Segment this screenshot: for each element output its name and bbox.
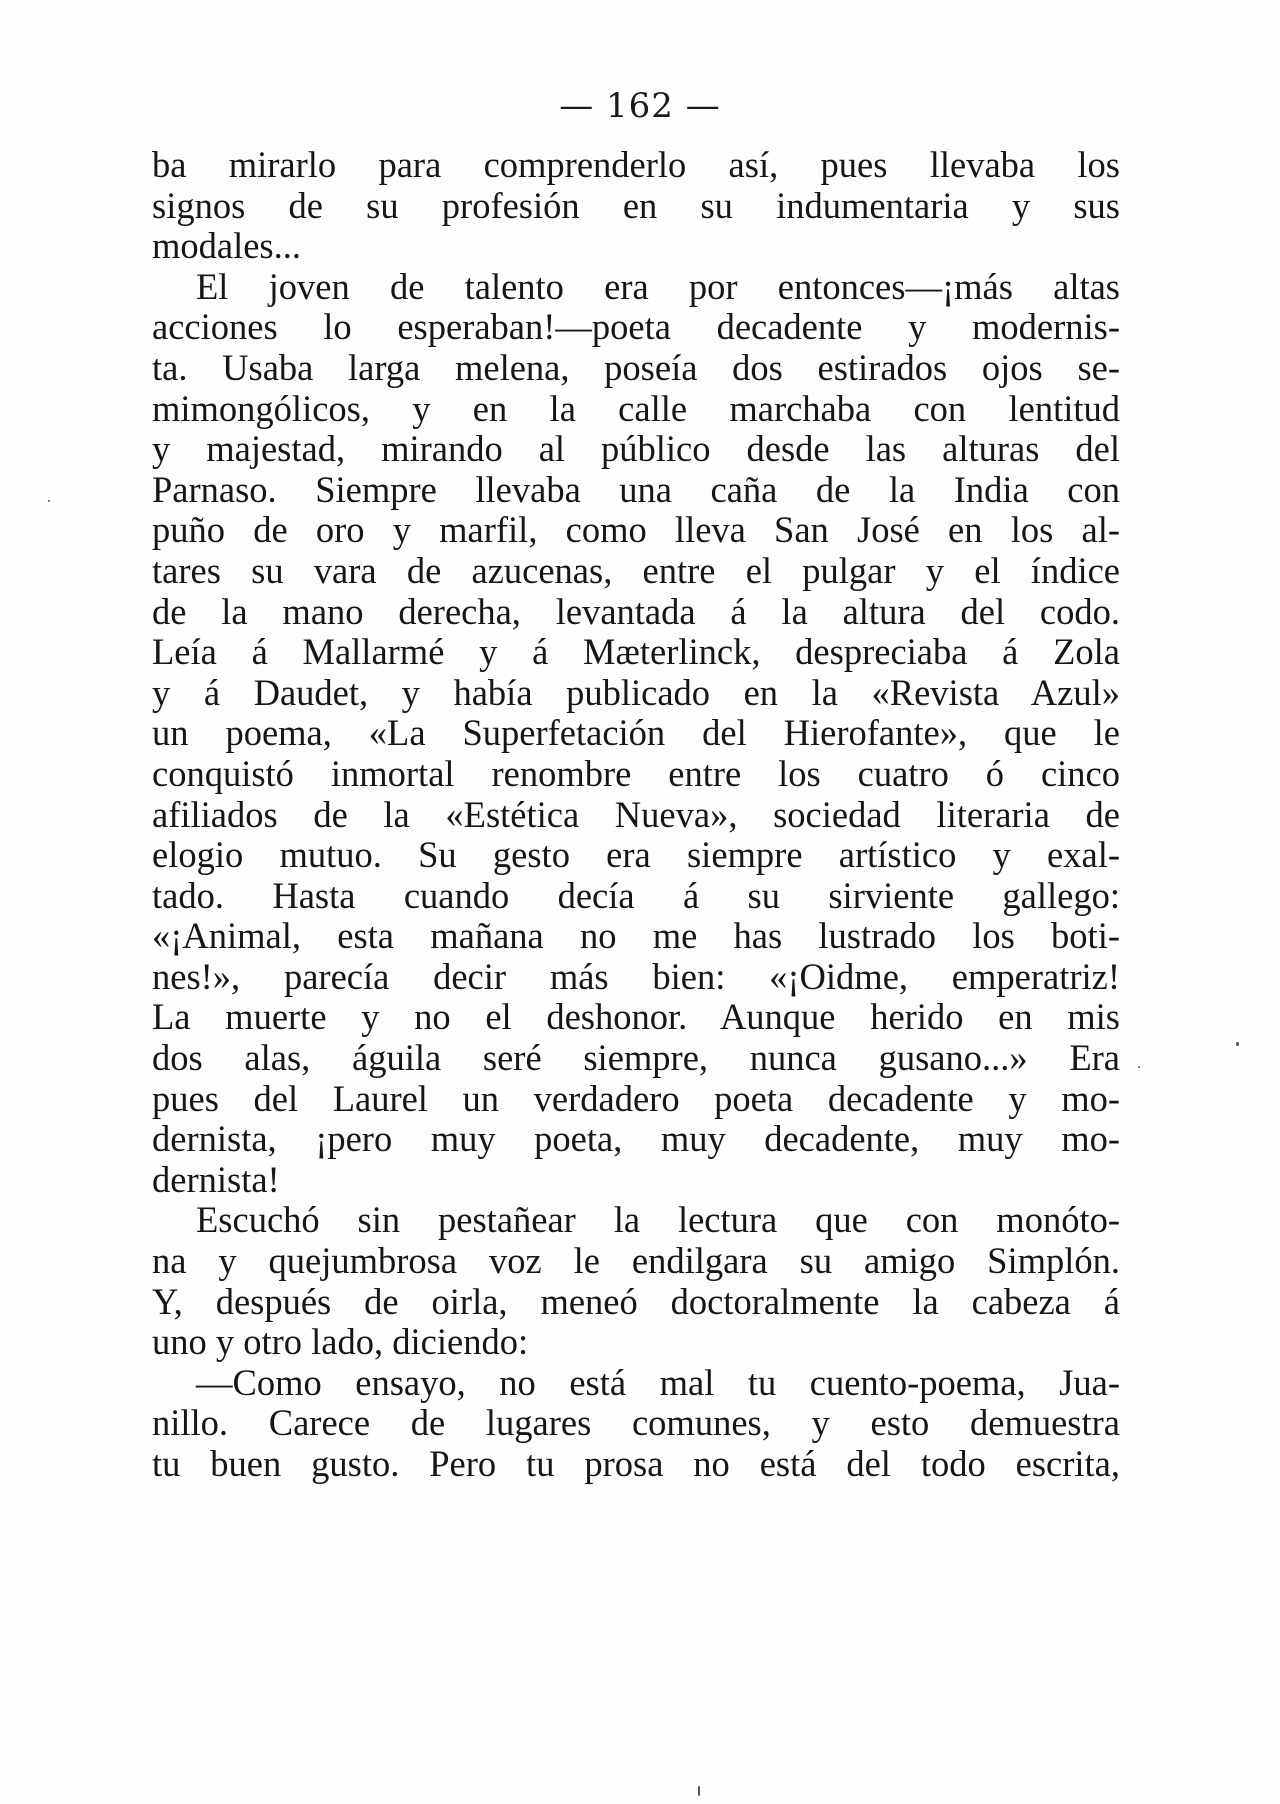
text-line: dernista, ¡pero muy poeta, muy decadente, muy mo- <box>152 1118 1120 1160</box>
text-line: —Como ensayo, no está mal tu cuento-poema, Jua- <box>196 1361 1120 1403</box>
text-line: puño de oro y marfil, como lleva San José en los al- <box>152 509 1120 551</box>
text-line: ba mirarlo para comprenderlo así, pues llevaba los <box>152 144 1120 185</box>
text-line: dernista! <box>152 1158 280 1200</box>
text-line: elogio mutuo. Su gesto era siempre artístico y exal- <box>152 834 1120 876</box>
ink-speck <box>1236 1042 1239 1046</box>
text-line: Parnaso. Siempre llevaba una caña de la India con <box>152 468 1120 510</box>
ink-speck <box>1138 1066 1140 1068</box>
text-line: y á Daudet, y había publicado en la «Revista Azul» <box>152 671 1120 713</box>
text-line: tado. Hasta cuando decía á su sirviente gallego: <box>152 874 1120 916</box>
text-line: dos alas, águila seré siempre, nunca gusano...» Era <box>152 1037 1120 1079</box>
text-line: ta. Usaba larga melena, poseía dos estirados ojos se- <box>152 346 1120 388</box>
text-line: un poema, «La Superfetación del Hierofante», que le <box>152 712 1120 754</box>
text-line: Escuchó sin pestañear la lectura que con monóto- <box>196 1199 1120 1241</box>
text-line: signos de su profesión en su indumentaria y sus <box>152 184 1120 226</box>
ink-speck <box>48 500 50 502</box>
body-text <box>152 145 1120 1485</box>
text-line: tares su vara de azucenas, entre el pulgar y el índice <box>152 549 1120 591</box>
text-line: de la mano derecha, levantada á la altura del codo. <box>152 590 1120 632</box>
text-line: na y quejumbrosa voz le endilgara su amigo Simplón. <box>152 1240 1120 1282</box>
text-line: nillo. Carece de lugares comunes, y esto demuestra <box>152 1402 1120 1444</box>
text-line: uno y otro lado, diciendo: <box>152 1321 529 1363</box>
page-number: — 162 — <box>559 86 721 126</box>
text-line: conquistó inmortal renombre entre los cuatro ó cinco <box>152 752 1120 794</box>
text-line: nes!», parecía decir más bien: «¡Oidme, emperatriz! <box>152 955 1120 997</box>
text-line: tu buen gusto. Pero tu prosa no está del todo escrita, <box>152 1443 1120 1484</box>
text-line: acciones lo esperaban!—poeta decadente y modernis- <box>152 306 1120 348</box>
ink-speck <box>698 1786 700 1796</box>
text-line: mimongólicos, y en la calle marchaba con lentitud <box>152 387 1120 429</box>
text-line: Y, después de oirla, meneó doctoralmente la cabeza á <box>152 1280 1120 1322</box>
text-line: afiliados de la «Estética Nueva», sociedad literaria de <box>152 793 1120 835</box>
text-line: modales... <box>152 225 302 267</box>
text-line: La muerte y no el deshonor. Aunque herido en mis <box>152 996 1120 1038</box>
text-line: El joven de talento era por entonces—¡más altas <box>196 265 1120 307</box>
text-line: «¡Animal, esta mañana no me has lustrado los boti- <box>152 915 1120 957</box>
text-line: y majestad, mirando al público desde las alturas del <box>152 428 1120 470</box>
text-line: pues del Laurel un verdadero poeta decadente y mo- <box>152 1077 1120 1119</box>
text-line: Leía á Mallarmé y á Mæterlinck, despreciaba á Zola <box>152 631 1120 673</box>
